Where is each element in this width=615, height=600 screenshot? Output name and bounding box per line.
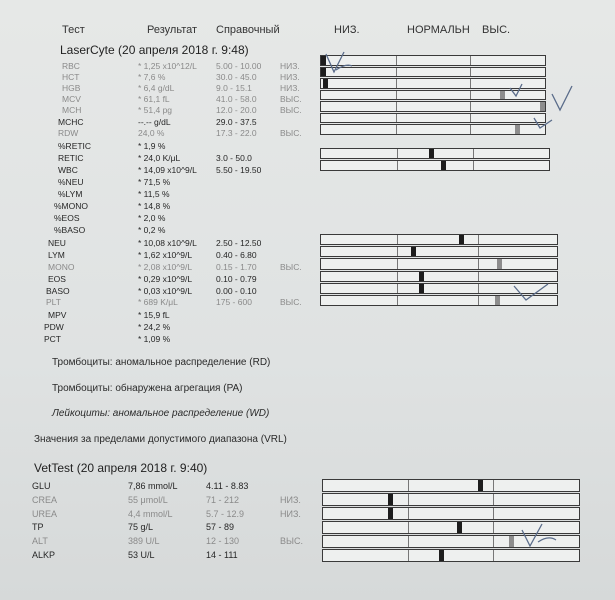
- test-flag: ВЫС.: [280, 94, 302, 104]
- test-flag: НИЗ.: [280, 72, 300, 82]
- test-name: ALKP: [32, 550, 56, 560]
- test-reference: 5.00 - 10.00: [216, 61, 262, 71]
- test-result: --.-- g/dL: [138, 117, 171, 127]
- result-row: [0, 249, 310, 261]
- range-divider: [470, 114, 471, 123]
- range-divider: [397, 259, 398, 268]
- range-divider: [408, 522, 409, 533]
- result-row: [0, 494, 320, 507]
- result-row: [0, 535, 320, 548]
- range-divider: [493, 480, 494, 491]
- range-divider: [478, 235, 479, 244]
- range-divider: [473, 149, 474, 158]
- test-result: * 11,5 %: [138, 189, 170, 199]
- range-divider: [397, 272, 398, 281]
- test-name: HCT: [62, 72, 80, 82]
- note-text: Тромбоциты: обнаружена агрегация (PA): [52, 383, 243, 394]
- test-reference: 0.00 - 0.10: [216, 286, 257, 296]
- lasercyte-title: LaserCyte (20 апреля 2018 г. 9:48): [60, 43, 249, 57]
- test-flag: НИЗ.: [280, 495, 301, 505]
- value-marker: [429, 149, 434, 158]
- test-flag: НИЗ.: [280, 61, 300, 71]
- range-bar-glu: [322, 479, 580, 492]
- test-result: * 1,09 %: [138, 334, 171, 344]
- range-bar-rdw: [320, 124, 546, 135]
- test-reference: 14 - 111: [206, 550, 238, 560]
- test-reference: 17.3 - 22.0: [216, 128, 257, 138]
- test-reference: 71 - 212: [206, 495, 240, 505]
- range-divider: [408, 550, 409, 561]
- test-result: * 2,08 x10^9/L: [138, 262, 193, 272]
- result-row: [0, 200, 310, 212]
- result-row: [0, 127, 310, 139]
- value-marker: [439, 550, 444, 561]
- test-result: * 10,08 x10^9/L: [138, 238, 197, 248]
- range-divider: [493, 494, 494, 505]
- range-divider: [493, 508, 494, 519]
- range-divider: [396, 102, 397, 111]
- test-result: * 15,9 fL: [138, 310, 170, 320]
- test-reference: 12.0 - 20.0: [216, 105, 257, 115]
- test-result: * 2,0 %: [138, 213, 166, 223]
- handwritten-checkmark: [322, 48, 362, 80]
- range-divider: [478, 259, 479, 268]
- value-marker: [478, 480, 483, 491]
- test-reference: 30.0 - 45.0: [216, 72, 257, 82]
- test-result: 4,4 mmol/L: [128, 509, 173, 519]
- test-name: MCV: [62, 94, 81, 104]
- handwritten-checkmark: [520, 522, 560, 552]
- test-name: MCHC: [58, 117, 84, 127]
- test-result: 53 U/L: [128, 550, 155, 560]
- result-row: [0, 188, 310, 200]
- test-result: * 1,25 x10^12/L: [138, 61, 197, 71]
- test-name: UREA: [32, 509, 58, 519]
- range-divider: [493, 550, 494, 561]
- test-name: EOS: [48, 274, 66, 284]
- result-row: [0, 152, 310, 164]
- value-marker: [419, 272, 424, 281]
- value-marker: [388, 508, 393, 519]
- test-reference: 4.11 - 8.83: [206, 481, 249, 491]
- value-marker: [323, 79, 328, 88]
- test-reference: 41.0 - 58.0: [216, 94, 257, 104]
- test-flag: НИЗ.: [280, 83, 300, 93]
- result-row: [0, 309, 310, 321]
- test-name: BASO: [46, 286, 70, 296]
- test-reference: 57 - 89: [206, 522, 235, 532]
- range-bar-retic: [320, 148, 550, 159]
- test-result: 389 U/L: [128, 536, 160, 546]
- range-divider: [408, 508, 409, 519]
- result-row: [0, 508, 320, 521]
- test-name: %RETIC: [58, 141, 92, 151]
- result-row: [0, 480, 320, 493]
- range-divider: [473, 161, 474, 170]
- range-divider: [396, 114, 397, 123]
- test-result: * 24,0 K/μL: [138, 153, 181, 163]
- test-result: * 689 K/μL: [138, 297, 178, 307]
- test-reference: 5.7 - 12.9: [206, 509, 245, 519]
- range-divider: [396, 79, 397, 88]
- range-divider: [408, 494, 409, 505]
- test-name: RETIC: [58, 153, 84, 163]
- range-divider: [397, 284, 398, 293]
- test-result: 75 g/L: [128, 522, 154, 532]
- test-name: RBC: [62, 61, 80, 71]
- test-flag: НИЗ.: [280, 509, 301, 519]
- range-bar-lym: [320, 246, 558, 257]
- test-reference: 5.50 - 19.50: [216, 165, 262, 175]
- test-name: PDW: [44, 322, 64, 332]
- value-marker: [411, 247, 416, 256]
- range-divider: [396, 91, 397, 100]
- test-name: %BASO: [54, 225, 86, 235]
- range-divider: [478, 272, 479, 281]
- note-text: Значения за пределами допустимого диапазона (VRL): [34, 434, 287, 445]
- range-divider: [470, 125, 471, 134]
- range-divider: [478, 284, 479, 293]
- test-reference: 175 - 600: [216, 297, 252, 307]
- range-divider: [397, 149, 398, 158]
- test-result: * 0,2 %: [138, 225, 166, 235]
- vettest-title: VetTest (20 апреля 2018 г. 9:40): [34, 461, 208, 475]
- test-result: 55 μmol/L: [128, 495, 168, 505]
- test-name: TP: [32, 522, 44, 532]
- test-reference: 0.40 - 6.80: [216, 250, 257, 260]
- result-row: [0, 521, 320, 534]
- range-divider: [470, 102, 471, 111]
- header-normal: НОРМАЛЬН: [407, 24, 470, 36]
- test-name: MPV: [48, 310, 67, 320]
- result-row: [0, 261, 310, 273]
- value-marker: [457, 522, 462, 533]
- note-text: Лейкоциты: аномальное распределение (WD): [52, 408, 270, 419]
- header-reference: Справочный: [216, 24, 280, 36]
- range-bar-mono: [320, 258, 558, 269]
- result-row: [0, 224, 310, 236]
- range-divider: [397, 296, 398, 305]
- result-row: [0, 296, 310, 308]
- range-divider: [408, 480, 409, 491]
- range-divider: [470, 91, 471, 100]
- range-divider: [493, 522, 494, 533]
- range-bar-wbc: [320, 160, 550, 171]
- value-marker: [419, 284, 424, 293]
- result-row: [0, 176, 310, 188]
- result-row: [0, 164, 310, 176]
- range-divider: [493, 536, 494, 547]
- range-divider: [478, 296, 479, 305]
- header-test: Тест: [62, 24, 85, 36]
- test-flag: ВЫС.: [280, 536, 303, 546]
- range-divider: [470, 79, 471, 88]
- test-name: GLU: [32, 481, 51, 491]
- result-row: [0, 333, 310, 345]
- test-result: * 51,4 pg: [138, 105, 173, 115]
- handwritten-checkmark: [512, 280, 552, 304]
- test-name: CREA: [32, 495, 58, 505]
- test-name: HGB: [62, 83, 81, 93]
- test-name: ALT: [32, 536, 48, 546]
- header-result: Результат: [147, 24, 198, 36]
- range-divider: [397, 161, 398, 170]
- test-result: * 14,09 x10^9/L: [138, 165, 197, 175]
- value-marker: [495, 296, 500, 305]
- range-divider: [397, 247, 398, 256]
- test-flag: ВЫС.: [280, 297, 302, 307]
- range-divider: [470, 56, 471, 65]
- test-flag: ВЫС.: [280, 128, 302, 138]
- test-result: * 14,8 %: [138, 201, 171, 211]
- range-bar-crea: [322, 493, 580, 506]
- test-reference: 12 - 130: [206, 536, 240, 546]
- range-divider: [396, 125, 397, 134]
- test-reference: 2.50 - 12.50: [216, 238, 262, 248]
- note-text: Тромбоциты: аномальное распределение (RD): [52, 357, 271, 368]
- test-name: MONO: [48, 262, 75, 272]
- value-marker: [515, 125, 520, 134]
- test-name: LYM: [48, 250, 65, 260]
- range-divider: [396, 56, 397, 65]
- test-result: * 0,29 x10^9/L: [138, 274, 193, 284]
- range-bar-urea: [322, 507, 580, 520]
- range-divider: [478, 247, 479, 256]
- test-name: %EOS: [54, 213, 80, 223]
- value-marker: [459, 235, 464, 244]
- range-divider: [396, 68, 397, 77]
- test-name: %MONO: [54, 201, 88, 211]
- test-result: * 1,62 x10^9/L: [138, 250, 193, 260]
- test-reference: 9.0 - 15.1: [216, 83, 252, 93]
- result-row: [0, 273, 310, 285]
- test-result: * 7,6 %: [138, 72, 166, 82]
- test-result: 7,86 mmol/L: [128, 481, 178, 491]
- test-flag: ВЫС.: [280, 262, 302, 272]
- test-name: %LYM: [58, 189, 83, 199]
- test-reference: 0.10 - 0.79: [216, 274, 257, 284]
- test-result: * 24,2 %: [138, 322, 171, 332]
- result-row: [0, 140, 310, 152]
- value-marker: [497, 259, 502, 268]
- value-marker: [388, 494, 393, 505]
- test-result: 24,0 %: [138, 128, 165, 138]
- test-result: * 61,1 fL: [138, 94, 170, 104]
- range-divider: [397, 235, 398, 244]
- result-row: [0, 321, 310, 333]
- range-divider: [408, 536, 409, 547]
- test-name: %NEU: [58, 177, 84, 187]
- test-name: PLT: [46, 297, 61, 307]
- test-name: RDW: [58, 128, 79, 138]
- test-result: * 71,5 %: [138, 177, 171, 187]
- value-marker: [441, 161, 446, 170]
- test-reference: 29.0 - 37.5: [216, 117, 257, 127]
- test-flag: ВЫС.: [280, 105, 302, 115]
- header-high: ВЫС.: [482, 24, 511, 36]
- test-result: * 6,4 g/dL: [138, 83, 175, 93]
- test-name: PCT: [44, 334, 61, 344]
- range-divider: [470, 68, 471, 77]
- test-name: WBC: [58, 165, 78, 175]
- result-row: [0, 104, 310, 116]
- test-name: NEU: [48, 238, 66, 248]
- value-marker: [509, 536, 514, 547]
- result-row: [0, 237, 310, 249]
- test-result: * 0,03 x10^9/L: [138, 286, 193, 296]
- range-bar-neu: [320, 234, 558, 245]
- result-row: [0, 212, 310, 224]
- result-row: [0, 549, 320, 562]
- handwritten-checkmark: [532, 114, 556, 134]
- test-reference: 3.0 - 50.0: [216, 153, 252, 163]
- header-low: НИЗ.: [334, 24, 360, 36]
- test-reference: 0.15 - 1.70: [216, 262, 257, 272]
- test-result: * 1,9 %: [138, 141, 166, 151]
- test-name: MCH: [62, 105, 82, 115]
- value-marker: [500, 91, 505, 100]
